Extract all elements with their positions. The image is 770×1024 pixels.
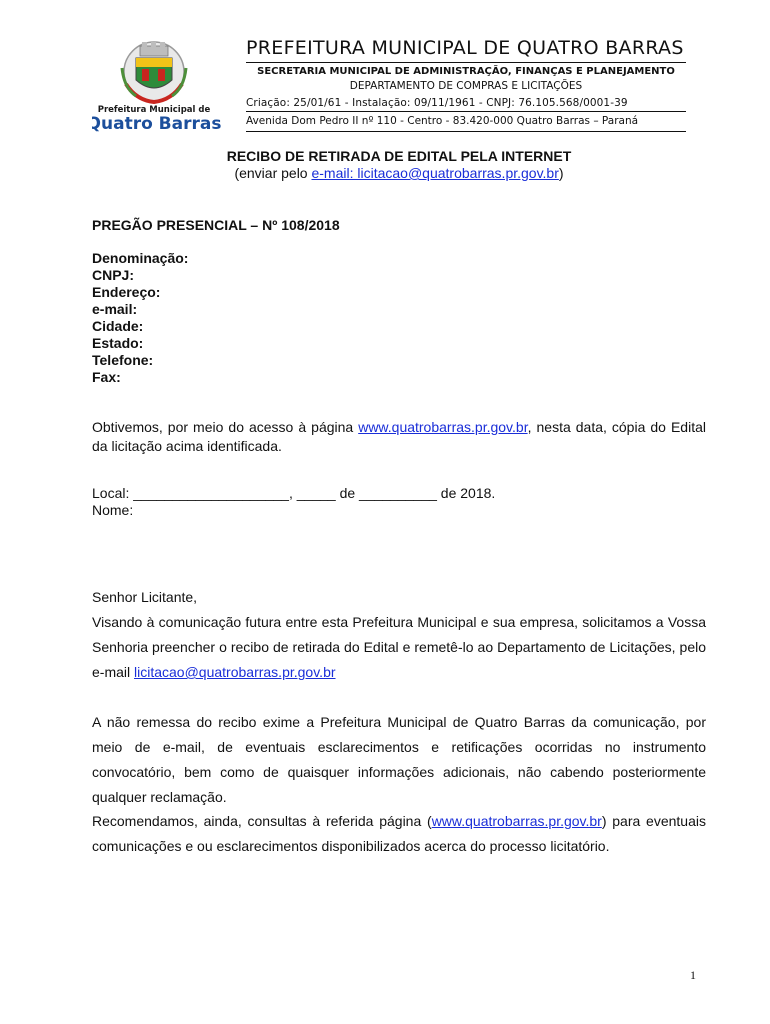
- document-title: RECIBO DE RETIRADA DE EDITAL PELA INTERNET: [226, 148, 572, 164]
- header-criacao: Criação: 25/01/61 - Instalação: 09/11/1961 - CNPJ: 76.105.568/0001-39: [246, 97, 628, 109]
- p3-text: Visando à comunicação futura entre esta Prefeitura Municipal e sua empresa, solicitamos a Vossa Senhoria preencher o recibo de retirada do Edital e remetê-lo ao Departamento de Licitações, pelo e-mail: [92, 614, 706, 680]
- header-departamento: DEPARTAMENTO DE COMPRAS E LICITAÇÕES: [349, 80, 583, 92]
- p1-prefix: Obtivemos, por meio do acesso à página: [92, 419, 359, 435]
- paragraph-obtivemos: [92, 418, 706, 456]
- logo-line2: Quatro Barras: [92, 114, 222, 133]
- coat-of-arms-icon: [122, 42, 186, 102]
- website-link-2[interactable]: www.quatrobarras.pr.gov.br: [431, 813, 602, 829]
- paragraph-recomendamos: [92, 809, 706, 859]
- subtitle-email-link[interactable]: e-mail: licitacao@quatrobarras.pr.gov.br: [311, 165, 559, 181]
- pregao-heading: PREGÃO PRESENCIAL – Nº 108/2018: [92, 217, 340, 233]
- field-estado: Estado:: [92, 335, 144, 351]
- nome-line: Nome:: [92, 502, 134, 518]
- greeting: Senhor Licitante,: [92, 589, 198, 605]
- header-secretaria: SECRETARIA MUNICIPAL DE ADMINISTRAÇÃO, FINANÇAS E PLANEJAMENTO: [257, 66, 675, 77]
- subtitle-prefix: (enviar pelo: [234, 165, 312, 181]
- website-link[interactable]: www.quatrobarras.pr.gov.br: [358, 419, 528, 435]
- document-subtitle: [92, 165, 706, 181]
- subtitle-suffix: ): [558, 165, 564, 181]
- municipality-logo: [92, 38, 222, 133]
- field-denominacao: Denominação:: [92, 250, 189, 266]
- field-fax: Fax:: [92, 369, 121, 385]
- logo-line1: Prefeitura Municipal de: [97, 105, 211, 115]
- header-divider-2: [246, 111, 686, 112]
- p5-prefix: Recomendamos, ainda, consultas à referida página (: [92, 813, 432, 829]
- field-endereco: Endereço:: [92, 284, 161, 300]
- p1-suffix: , nesta data, cópia do Edital da licitação acima identificada.: [92, 419, 706, 454]
- field-email: e-mail:: [92, 301, 138, 317]
- paragraph-nao-remessa: A não remessa do recibo exime a Prefeitura Municipal de Quatro Barras da comunicação, por meio de e-mail, de eventuais esclarecimentos e retificações ocorridas no instrumento convocatório, bem como de quaisquer informações adicionais, não cabendo posteriormente qualquer reclamação.: [92, 714, 706, 805]
- p5-suffix: ) para eventuais comunicações e ou esclarecimentos disponibilizados acerca do processo licitatório.: [92, 813, 706, 854]
- page-number: 1: [690, 968, 696, 982]
- email-link[interactable]: licitacao@quatrobarras.pr.gov.br: [134, 664, 336, 680]
- form-fields: [92, 250, 188, 386]
- header-endereco: Avenida Dom Pedro II nº 110 - Centro - 83.420-000 Quatro Barras – Paraná: [246, 115, 639, 127]
- header-divider: [246, 62, 686, 63]
- header-divider-3: [246, 131, 686, 132]
- local-line: Local: ____________________, _____ de __________ de 2018.: [92, 485, 496, 501]
- field-cnpj: CNPJ:: [92, 267, 135, 283]
- field-cidade: Cidade:: [92, 318, 144, 334]
- paragraph-visando: [92, 585, 706, 685]
- field-telefone: Telefone:: [92, 352, 154, 368]
- local-block: [92, 485, 495, 519]
- header-title: PREFEITURA MUNICIPAL DE QUATRO BARRAS: [246, 37, 684, 59]
